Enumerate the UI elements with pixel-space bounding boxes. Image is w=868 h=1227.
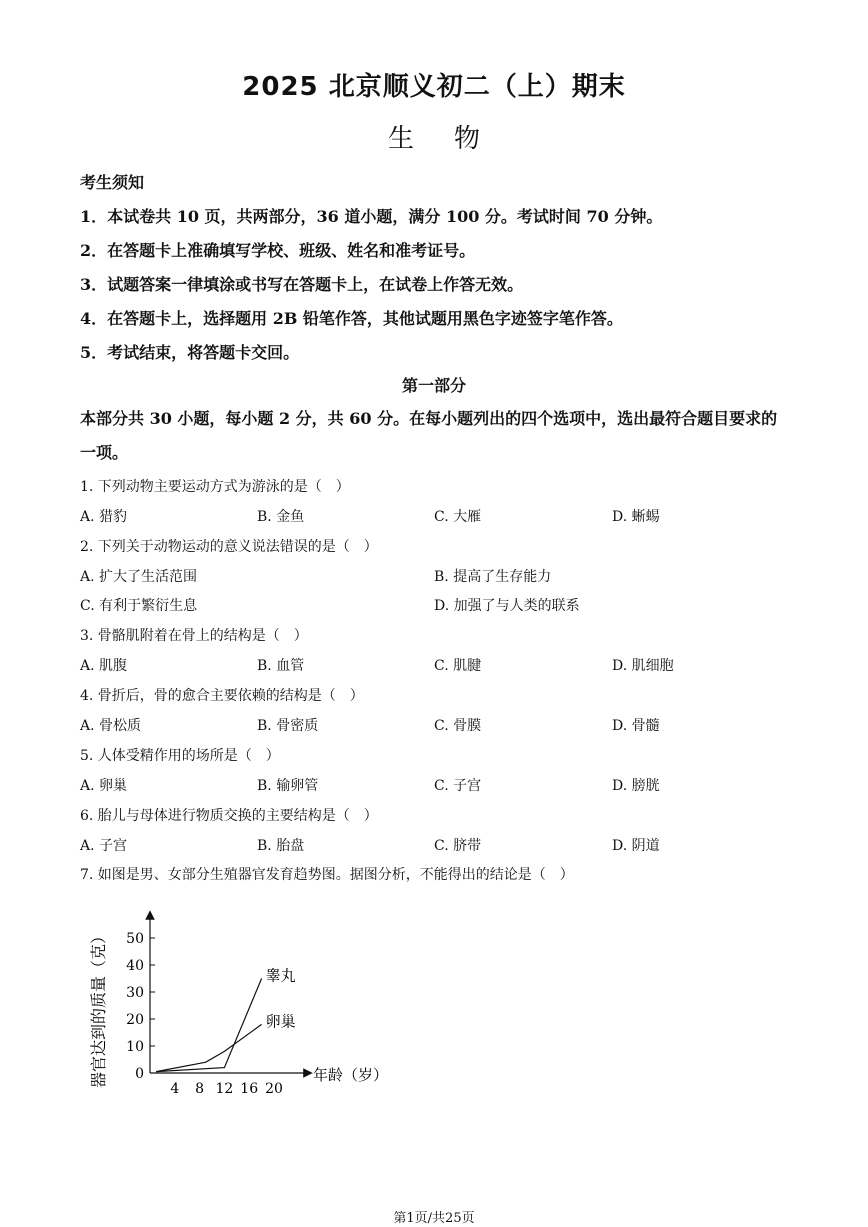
option-d: D. 蜥蜴 (612, 509, 660, 525)
y-tick-label: 50 (126, 931, 144, 947)
y-tick-label: 30 (126, 985, 144, 1001)
option-d: D. 阴道 (612, 838, 660, 854)
question-stem: 2. 下列关于动物运动的意义说法错误的是（ ） (80, 539, 378, 555)
option-b: B. 血管 (257, 658, 305, 674)
option-a: A. 卵巢 (80, 778, 128, 794)
option-a: A. 子宫 (80, 838, 128, 854)
option-b: B. 输卵管 (257, 778, 319, 794)
option-d: D. 骨髓 (612, 718, 660, 734)
option-a: A. 骨松质 (80, 718, 142, 734)
x-axis-label: 年龄（岁） (313, 1066, 389, 1084)
option-a: A. 猎豹 (80, 509, 128, 525)
page-number: 第1页/共25页 (393, 1211, 475, 1226)
notice-item: 3．试题答案一律填涂或书写在答题卡上，在试卷上作答无效。 (80, 275, 524, 294)
notice-heading: 考生须知 (80, 173, 145, 192)
y-tick-label: 20 (126, 1012, 144, 1028)
notice-item: 4．在答题卡上，选择题用 2B 铅笔作答，其他试题用黑色字迹签字笔作答。 (80, 309, 623, 328)
option-a: A. 扩大了生活范围 (80, 569, 198, 585)
series-label-1: 睾丸 (265, 966, 296, 985)
series-line-2 (156, 1024, 261, 1071)
x-tick-label: 8 (195, 1081, 205, 1095)
page-title: 2025 北京顺义初二（上）期末 (242, 72, 626, 102)
question-stem: 7. 如图是男、女部分生殖器官发育趋势图。据图分析，不能得出的结论是（ ） (80, 867, 574, 883)
option-c: C. 骨膜 (434, 718, 482, 734)
x-tick-label: 16 (240, 1081, 259, 1095)
option-a: A. 肌腹 (80, 658, 128, 674)
option-d: D. 肌细胞 (612, 658, 674, 674)
y-tick-label: 0 (135, 1066, 144, 1082)
y-tick-label: 10 (126, 1039, 144, 1055)
option-c: C. 有利于繁衍生息 (80, 598, 198, 614)
notice-item: 2．在答题卡上准确填写学校、班级、姓名和准考证号。 (80, 241, 476, 260)
question-stem: 5. 人体受精作用的场所是（ ） (80, 748, 280, 764)
y-axis-label: 器官达到的质量（克） (89, 927, 108, 1089)
notice-item: 1．本试卷共 10 页，共两部分，36 道小题，满分 100 分。考试时间 70 分钟。 (80, 207, 663, 226)
x-tick-label: 12 (215, 1081, 234, 1095)
notice-item: 5．考试结束，将答题卡交回。 (80, 343, 300, 362)
series-label-2: 卵巢 (265, 1012, 296, 1031)
option-c: C. 子宫 (434, 778, 482, 794)
series-line-1 (156, 979, 261, 1072)
part-title: 第一部分 (401, 376, 466, 395)
option-c: C. 大雁 (434, 509, 482, 525)
subject-title: 生物 (387, 124, 520, 154)
question-stem: 4. 骨折后，骨的愈合主要依赖的结构是（ ） (80, 688, 364, 704)
option-c: C. 脐带 (434, 838, 482, 854)
question-stem: 3. 骨骼肌附着在骨上的结构是（ ） (80, 628, 308, 644)
option-b: B. 骨密质 (257, 718, 319, 734)
x-tick-label: 4 (170, 1081, 180, 1095)
part-description: 本部分共 30 小题，每小题 2 分，共 60 分。在每小题列出的四个选项中，选出最符合题目要求的一项。 (80, 409, 778, 462)
question-stem: 6. 胎儿与母体进行物质交换的主要结构是（ ） (80, 808, 378, 824)
question-stem: 1. 下列动物主要运动方式为游泳的是（ ） (80, 479, 350, 495)
option-b: B. 提高了生存能力 (434, 569, 552, 585)
x-tick-label: 20 (265, 1081, 283, 1095)
option-b: B. 金鱼 (257, 509, 305, 525)
option-d: D. 加强了与人类的联系 (434, 598, 580, 614)
option-c: C. 肌腱 (434, 658, 482, 674)
option-b: B. 胎盘 (257, 838, 305, 854)
option-d: D. 膀胱 (612, 778, 660, 794)
y-tick-label: 40 (126, 958, 144, 974)
growth-chart (80, 905, 410, 1095)
